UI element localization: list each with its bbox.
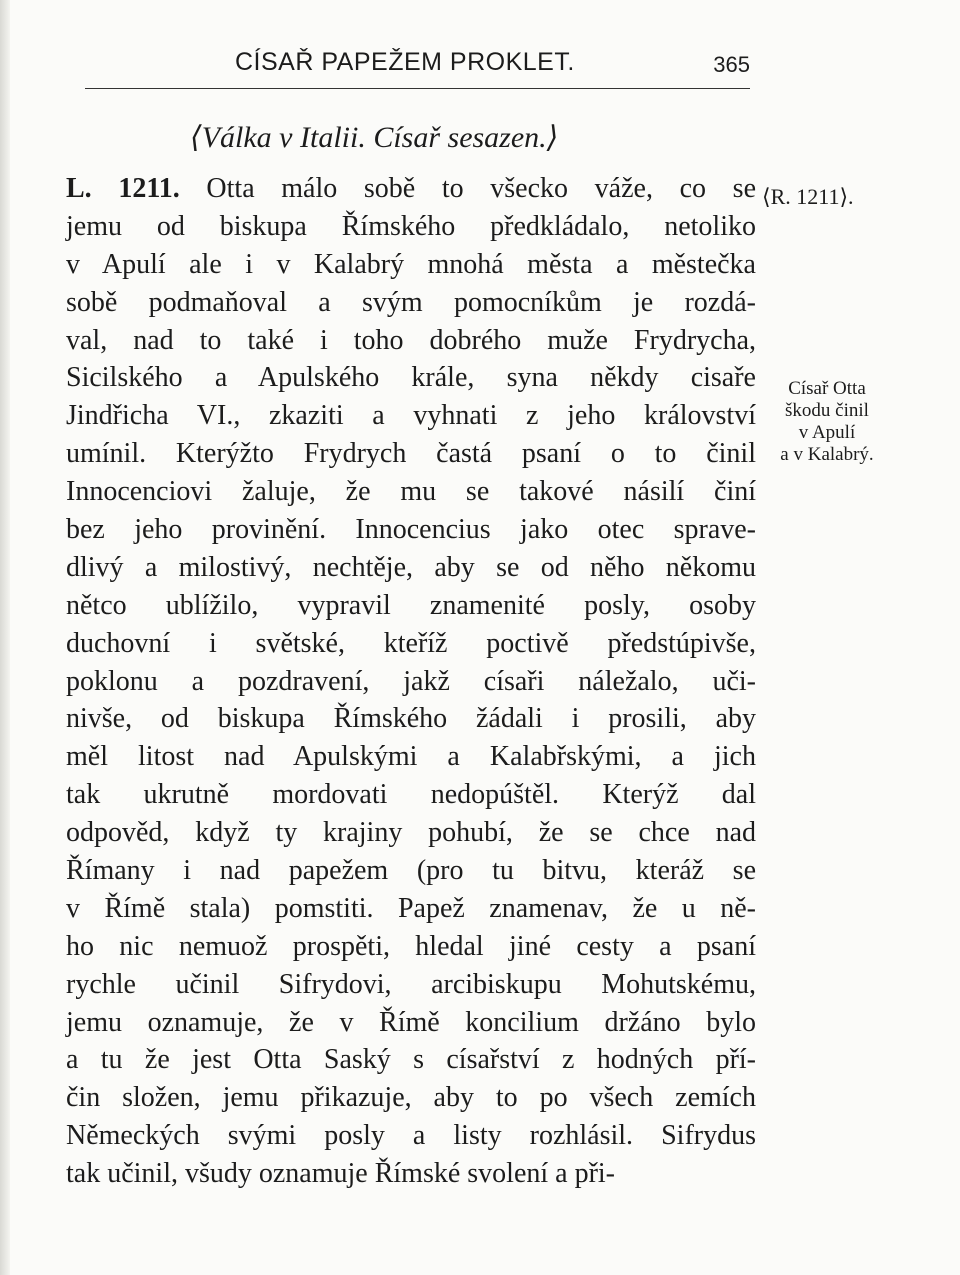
text-line: odpověd, když ty krajiny pohubí, že se chce nad — [66, 817, 756, 849]
margin-note — [752, 378, 902, 466]
text-line: v Římě stala) pomstiti. Papež znamenav, že u ně- — [66, 892, 756, 924]
text-line: val, nad to také i toho dobrého muže Frydrycha, — [66, 324, 756, 356]
text-line: čin složen, jemu přikazuje, aby to po všech zemích — [66, 1082, 756, 1114]
header-rule — [85, 88, 750, 89]
text-line: dlivý a milostivý, nechtěje, aby se od něho někomu — [66, 551, 756, 583]
text-line: ho nic nemuož prospěti, hledal jiné cesty a psaní — [66, 930, 756, 962]
text-line: sobě podmaňoval a svým pomocníkům je rozdá- — [66, 286, 756, 318]
page-number: 365 — [713, 52, 750, 77]
text-line: v Apulí ale i v Kalabrý mnohá města a městečka — [66, 248, 756, 280]
text-line: Německých svými posly a listy rozhlásil. Sifrydus — [66, 1120, 756, 1152]
text-line: nivše, od biskupa Římského žádali i prosili, aby — [66, 703, 756, 735]
margin-note-line: Císař Otta — [788, 378, 866, 399]
text-line: Jindřicha VI., zkaziti a vyhnati z jeho království — [66, 400, 756, 432]
text-line: nětco ublížilo, vypravil znamenité posly, osoby — [66, 589, 756, 621]
running-title: CÍSAŘ PAPEŽEM PROKLET. — [235, 48, 575, 76]
running-head — [85, 40, 750, 86]
text-line: Innocenciovi žaluje, že mu se takové násilí činí — [66, 476, 756, 508]
body-text — [66, 170, 756, 1193]
text-line: rychle učinil Sifrydovi, arcibiskupu Mohutskému, — [66, 968, 756, 1000]
text-line-content: Otta málo sobě to všecko váže, co se — [206, 173, 756, 204]
page-binding-edge — [0, 0, 10, 1275]
margin-note-line: v Apulí — [798, 422, 856, 443]
margin-note-line: škodu činil — [785, 400, 869, 421]
text-line: tak ukrutně mordovati nedopúštěl. Kterýž dal — [66, 779, 756, 811]
text-line: a tu že jest Otta Saský s císařství z hodných pří- — [66, 1044, 756, 1076]
section-title: ⟨Válka v Italii. Císař sesazen.⟩ — [190, 121, 559, 154]
text-line — [66, 170, 756, 208]
year-lead: L. 1211. — [66, 173, 180, 204]
margin-year-note: ⟨R. 1211⟩. — [762, 184, 854, 209]
text-line: měl litost nad Apulskými a Kalabřskými, a jich — [66, 741, 756, 773]
text-line: Římany i nad papežem (pro tu bitvu, kteráž se — [66, 855, 756, 887]
text-line: jemu od biskupa Římského předkládalo, netoliko — [66, 210, 756, 242]
text-line: duchovní i světské, kteříž poctivě předstúpivše, — [66, 627, 756, 659]
text-line: tak učinil, všudy oznamuje Římské svolení a při- — [66, 1158, 616, 1190]
text-line: umínil. Kterýžto Frydrych častá psaní o to činil — [66, 438, 756, 470]
text-line: Sicilského a Apulského krále, syna někdy cisaře — [66, 362, 756, 394]
text-line: poklonu a pozdravení, jakž císaři náležalo, uči- — [66, 665, 756, 697]
text-line: bez jeho provinění. Innocencius jako otec sprave- — [66, 514, 756, 546]
margin-note-line: a v Kalabrý. — [780, 444, 874, 465]
text-line: jemu oznamuje, že v Římě koncilium držáno bylo — [66, 1006, 756, 1038]
